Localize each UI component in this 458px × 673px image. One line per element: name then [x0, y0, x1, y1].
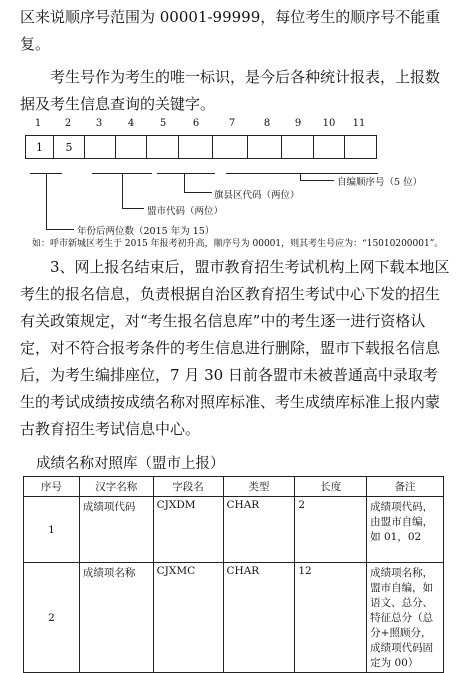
position-number: 3 — [95, 118, 103, 129]
position-number: 11 — [352, 118, 366, 129]
score-name-table — [23, 476, 444, 673]
row-note: 成绩项代码，由盟市自编，如 01，02 — [367, 497, 444, 563]
digit-cell — [281, 135, 314, 159]
row-length: 12 — [295, 563, 367, 673]
position-number: 4 — [127, 118, 135, 129]
position-number: 10 — [322, 118, 336, 129]
digit-cell — [313, 135, 345, 159]
header-cell: 字段名 — [153, 477, 223, 497]
row-type: CHAR — [223, 563, 295, 673]
header-cell: 类型 — [223, 477, 295, 497]
digit-cell — [178, 135, 213, 159]
row-index: 1 — [24, 497, 80, 563]
county-leader — [184, 192, 212, 193]
digit-cell — [115, 135, 147, 159]
row-field: CJXDM — [153, 497, 223, 563]
table-title: 成绩名称对照库（盟市上报） — [36, 456, 225, 472]
digit-cell — [212, 135, 248, 159]
row-name: 成绩项名称 — [79, 563, 153, 673]
league-leader — [122, 208, 144, 209]
county-label: 旗县区代码（两位） — [214, 190, 300, 201]
header-cell: 备注 — [367, 477, 444, 497]
paragraph-exam-id-key: 考生号作为考生的唯一标识，是今后各种统计报表，上报数据及考生信息查询的关键字。 — [20, 68, 441, 113]
header-cell: 序号 — [24, 477, 80, 497]
row-note: 成绩项名称，盟市自编，如语文、总分、特征总分（总分+照顾分，成绩项代码固定为 00） — [367, 563, 444, 673]
position-number: 8 — [263, 118, 271, 129]
digit-cell — [146, 135, 179, 159]
header-cell: 汉字名称 — [79, 477, 153, 497]
paragraph-online-registration: 3、网上报名结束后，盟市教育招生考试机构上网下载本地区考生的报名信息，负责根据自治区教育招生考试中心下发的招生有关政策规定，对“考生报名信息库”中的考生逐一进行资格认定，对不符合报考条件的考生信息进行删除，盟市下载报名信息后，为考生编排座位，7 月 30 日前各盟市未被普通高中录取考生的考试成绩按成绩名称对照库标准、考生成绩库标准上报内蒙古教育招生考试信息中心。 — [20, 258, 450, 438]
exam-number-diagram — [0, 118, 458, 258]
example-note: 如：呼市新城区考生于 2015 年报考初升高，顺序号为 00001，则其考生号应为：“15010200001”。 — [32, 239, 444, 249]
league-leader — [122, 173, 123, 209]
seq-leader — [300, 180, 334, 181]
county-bracket — [157, 173, 215, 174]
year-leader — [46, 229, 74, 230]
position-number: 9 — [294, 118, 302, 129]
table-row — [24, 497, 444, 563]
position-number: 6 — [192, 118, 200, 129]
position-number: 1 — [34, 118, 42, 129]
row-type: CHAR — [223, 497, 295, 563]
league-label: 盟市代码（两位） — [147, 206, 224, 217]
paragraph-sequence-range: 区来说顺序号范围为 00001-99999，每位考生的顺序号不能重复。 — [20, 8, 441, 53]
position-number: 7 — [228, 118, 236, 129]
year-label: 年份后两位数（2015 年为 15） — [77, 226, 215, 237]
year-leader — [46, 173, 47, 230]
header-cell: 长度 — [295, 477, 367, 497]
row-field: CJXMC — [153, 563, 223, 673]
row-name: 成绩项代码 — [79, 497, 153, 563]
position-number: 2 — [64, 118, 72, 129]
row-length: 2 — [295, 497, 367, 563]
row-index: 2 — [24, 563, 80, 673]
position-number: 5 — [159, 118, 167, 129]
digit-cell: 1 — [25, 135, 54, 159]
digit-cell: 5 — [53, 135, 85, 159]
table-header-row — [24, 477, 444, 497]
digit-cell — [247, 135, 282, 159]
digit-cell — [344, 135, 377, 159]
county-leader — [184, 173, 185, 193]
table-row — [24, 563, 444, 673]
digit-cell — [84, 135, 116, 159]
seq-label: 自编顺序号（5 位） — [337, 177, 423, 188]
